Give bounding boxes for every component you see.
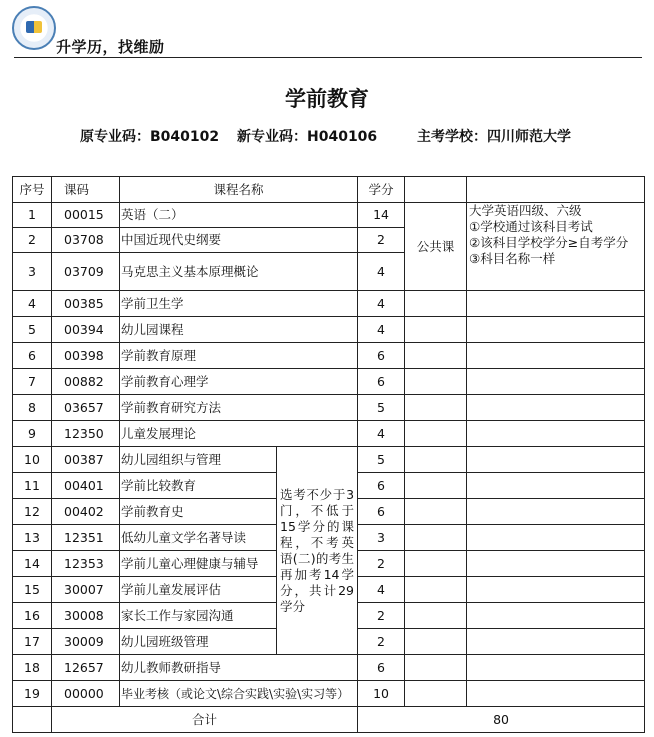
new-major-code: 新专业码：H040106 [237,129,378,145]
empty-cell [405,291,467,317]
row-seq: 8 [13,395,52,421]
header-code: 课码 [52,177,120,203]
public-course-notes [467,203,645,291]
empty-cell [405,421,467,447]
row-code: 00398 [52,343,120,369]
header-credit: 学分 [358,177,405,203]
empty-cell [405,343,467,369]
empty-cell [467,395,645,421]
row-name: 低幼儿童文学名著导读 [120,525,277,551]
public-note-line: ③科目名称一样 [469,251,556,266]
header-course-name: 课程名称 [120,177,358,203]
total-row [13,707,645,733]
total-label: 合计 [52,707,358,733]
empty-cell [467,421,645,447]
empty-cell [405,551,467,577]
row-code: 00401 [52,473,120,499]
table-row [13,421,645,447]
row-code: 00394 [52,317,120,343]
school-logo [12,6,56,50]
row-name: 学前教育史 [120,499,277,525]
table-row [13,291,645,317]
row-code: 00402 [52,499,120,525]
row-name: 毕业考核（或论文\综合实践\实验\实习等） [120,681,358,707]
row-seq: 15 [13,577,52,603]
empty-cell [405,369,467,395]
row-credit: 6 [358,655,405,681]
row-credit: 4 [358,421,405,447]
row-credit: 6 [358,343,405,369]
row-credit: 4 [358,253,405,291]
row-seq: 7 [13,369,52,395]
table-header-row [13,177,645,203]
row-name: 学前教育研究方法 [120,395,358,421]
row-credit: 6 [358,369,405,395]
row-name: 幼儿园课程 [120,317,358,343]
empty-cell [405,447,467,473]
row-seq: 6 [13,343,52,369]
row-seq: 14 [13,551,52,577]
empty-cell [405,577,467,603]
row-name: 学前比较教育 [120,473,277,499]
original-major-code: 原专业码：B040102 [80,129,220,145]
empty-cell [467,499,645,525]
row-credit: 10 [358,681,405,707]
slogan: 升学历，找维励 [56,38,165,56]
row-code: 12350 [52,421,120,447]
row-name: 学前教育原理 [120,343,358,369]
empty-cell [467,655,645,681]
empty-cell [405,681,467,707]
row-seq: 5 [13,317,52,343]
header-seq: 序号 [13,177,52,203]
table-row [13,203,645,228]
empty-cell [405,395,467,421]
row-name: 马克思主义基本原理概论 [120,253,358,291]
row-code: 00015 [52,203,120,228]
header-blank [405,177,467,203]
course-table [12,176,645,733]
row-seq: 12 [13,499,52,525]
empty-cell [405,603,467,629]
empty-cell [467,343,645,369]
row-credit: 14 [358,203,405,228]
empty-cell [405,473,467,499]
row-seq: 13 [13,525,52,551]
row-credit: 4 [358,577,405,603]
row-credit: 2 [358,603,405,629]
row-name: 中国近现代史纲要 [120,228,358,253]
row-seq: 11 [13,473,52,499]
table-row [13,681,645,707]
header-notes [467,177,645,203]
row-name: 学前卫生学 [120,291,358,317]
row-name: 幼儿园班级管理 [120,629,277,655]
row-name: 英语（二） [120,203,358,228]
empty-cell [405,499,467,525]
row-code: 03708 [52,228,120,253]
table-row [13,447,645,473]
row-credit: 4 [358,317,405,343]
row-credit: 5 [358,447,405,473]
empty-cell [405,525,467,551]
header-divider [14,57,642,58]
empty-cell [467,551,645,577]
empty-cell [405,655,467,681]
row-credit: 6 [358,473,405,499]
row-credit: 2 [358,228,405,253]
table-row [13,317,645,343]
row-seq: 10 [13,447,52,473]
empty-cell [467,525,645,551]
row-name: 家长工作与家园沟通 [120,603,277,629]
logo-emblem-icon [26,21,42,33]
total-value: 80 [358,707,645,733]
empty-cell [467,291,645,317]
empty-cell [467,629,645,655]
row-seq: 16 [13,603,52,629]
row-credit: 5 [358,395,405,421]
row-code: 00387 [52,447,120,473]
empty-cell [13,707,52,733]
row-credit: 2 [358,629,405,655]
row-seq: 9 [13,421,52,447]
empty-cell [467,447,645,473]
row-code: 00000 [52,681,120,707]
row-code: 30007 [52,577,120,603]
row-name: 儿童发展理论 [120,421,358,447]
row-seq: 3 [13,253,52,291]
row-credit: 6 [358,499,405,525]
empty-cell [467,681,645,707]
table-row [13,395,645,421]
row-seq: 19 [13,681,52,707]
table-row [13,369,645,395]
row-name: 学前教育心理学 [120,369,358,395]
empty-cell [467,369,645,395]
row-seq: 2 [13,228,52,253]
public-note-line: 大学英语四级、六级 [469,203,582,218]
elective-note: 选考不少于3门，不低于15学分的课程，不考英语(二)的考生再加考14学分，共计29学分 [277,447,358,655]
row-credit: 4 [358,291,405,317]
row-code: 12657 [52,655,120,681]
host-school: 主考学校：四川师范大学 [417,129,571,145]
empty-cell [467,473,645,499]
row-code: 00385 [52,291,120,317]
row-code: 12351 [52,525,120,551]
row-credit: 3 [358,525,405,551]
empty-cell [467,317,645,343]
row-code: 03709 [52,253,120,291]
row-code: 30009 [52,629,120,655]
row-code: 30008 [52,603,120,629]
empty-cell [467,577,645,603]
empty-cell [467,603,645,629]
row-name: 幼儿园组织与管理 [120,447,277,473]
page-title: 学前教育 [285,87,369,111]
row-seq: 1 [13,203,52,228]
row-seq: 4 [13,291,52,317]
table-row [13,655,645,681]
row-name: 学前儿童心理健康与辅导 [120,551,277,577]
row-code: 00882 [52,369,120,395]
public-note-line: ②该科目学校学分≥自考学分 [469,235,629,250]
row-name: 学前儿童发展评估 [120,577,277,603]
public-course-label: 公共课 [405,203,467,291]
row-name: 幼儿教师教研指导 [120,655,358,681]
table-row [13,343,645,369]
row-code: 12353 [52,551,120,577]
row-code: 03657 [52,395,120,421]
row-seq: 17 [13,629,52,655]
empty-cell [405,317,467,343]
row-seq: 18 [13,655,52,681]
empty-cell [405,629,467,655]
public-note-line: ①学校通过该科目考试 [469,219,593,234]
row-credit: 2 [358,551,405,577]
